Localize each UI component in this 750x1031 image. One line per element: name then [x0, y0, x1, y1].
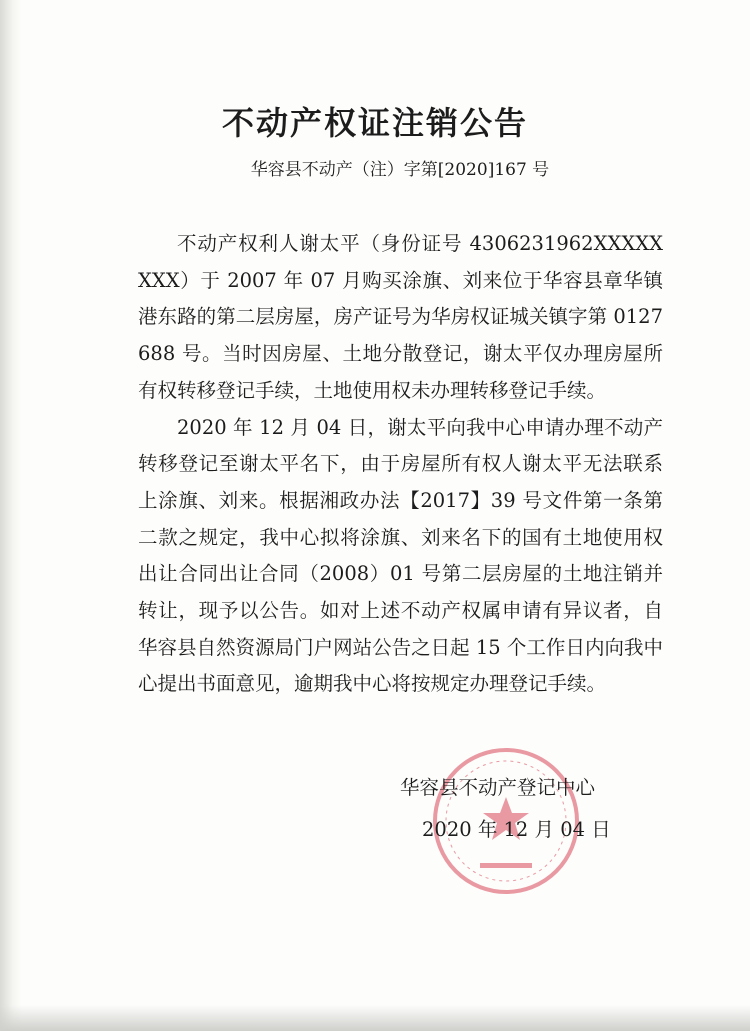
- signature-organization: 华容县不动产登记中心: [400, 776, 596, 799]
- paragraph-2: 2020 年 12 月 04 日，谢太平向我中心申请办理不动产转移登记至谢太平名下，由于房屋所有权人谢太平无法联系上涂旗、刘来。根据湘政办法【2017】39 号文件第一条第二款之规定，我中心拟将涂旗、刘来名下的国有土地使用权出让合同出让合同（2008）01 号第二层房屋的土地注销并转让，现予以公告。如对上述不动产权属申请有异议者，自华容县自然资源局门户网站公告之日起 15 个工作日内向我中心提出书面意见，逾期我中心将按规定办理登记手续。: [138, 415, 663, 696]
- seal-bottom-band: [480, 863, 532, 868]
- document-number: 华容县不动产（注）字第[2020]167 号: [250, 160, 550, 180]
- page-bottom-shadow: [0, 1005, 750, 1031]
- signature-block: [400, 767, 640, 851]
- signature-date: 2020 年 12 月 04 日: [422, 818, 611, 841]
- notice-body: [138, 226, 663, 703]
- notice-title: 不动产权证注销公告: [221, 104, 528, 142]
- paragraph-1: 不动产权利人谢太平（身份证号 4306231962XXXXXXXX）于 2007 年 07 月购买涂旗、刘来位于华容县章华镇港东路的第二层房屋，房产证号为华房权证城关镇字第 0127688 号。当时因房屋、土地分散登记，谢太平仅办理房屋所有权转移登记手续，土地使用权未办理转移登记手续。: [138, 232, 663, 402]
